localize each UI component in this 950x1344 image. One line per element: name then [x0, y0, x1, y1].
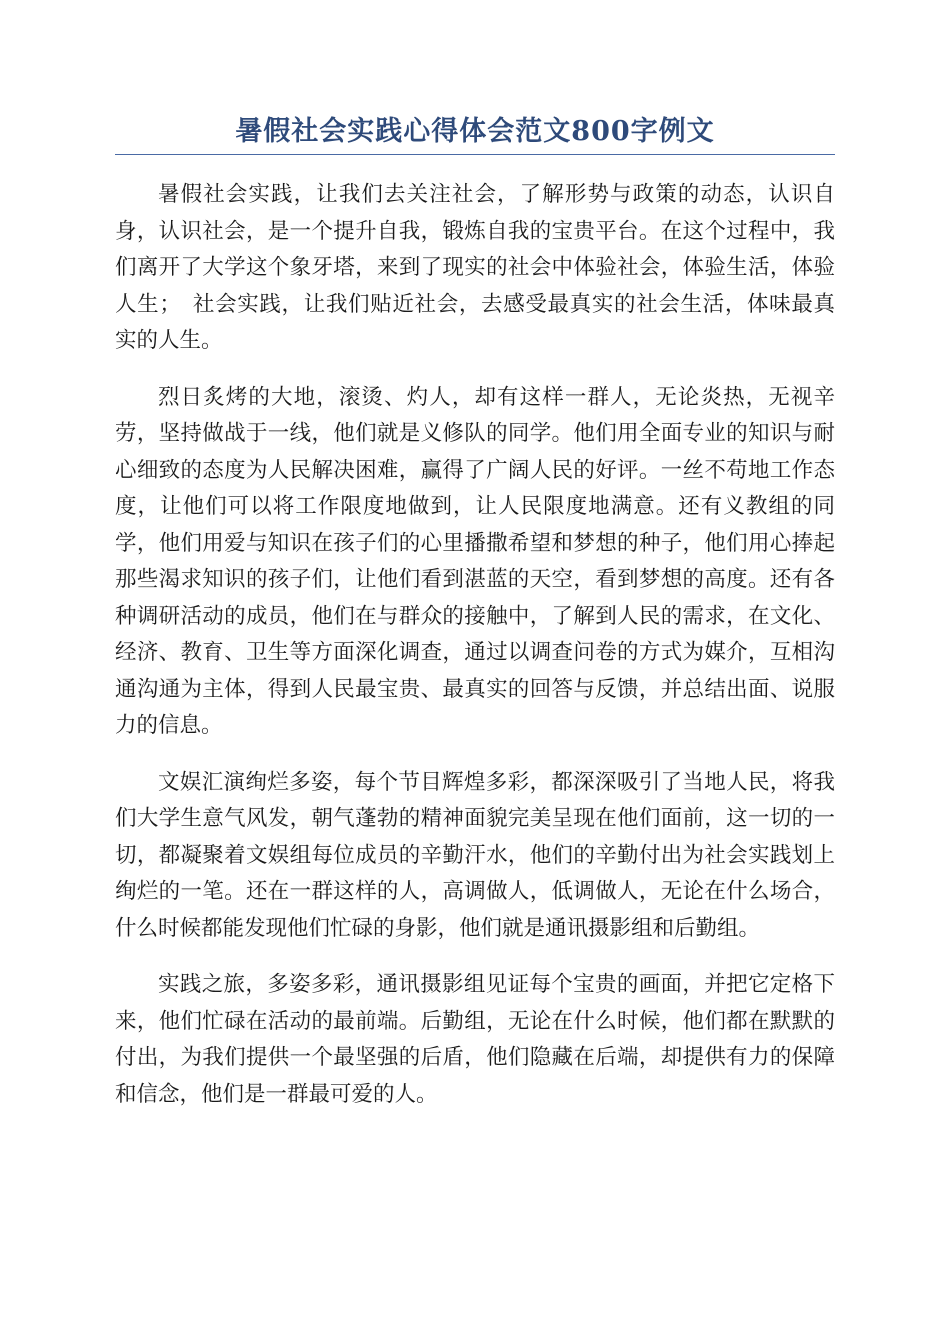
title-underline: [115, 154, 835, 155]
paragraph-3: 文娱汇演绚烂多姿，每个节目辉煌多彩，都深深吸引了当地人民，将我们大学生意气风发，朝气蓬勃的精神面貌完美呈现在他们面前，这一切的一切，都凝聚着文娱组每位成员的辛勤汗水，他们的辛勤付出为社会实践划上绚烂的一笔。还在一群这样的人，高调做人，低调做人，无论在什么场合，什么时候都能发现他们忙碌的身影，他们就是通讯摄影组和后勤组。: [115, 769, 835, 941]
paragraph-4: 实践之旅，多姿多彩，通讯摄影组见证每个宝贵的画面，并把它定格下来，他们忙碌在活动的最前端。后勤组，无论在什么时候，他们都在默默的付出，为我们提供一个最坚强的后盾，他们隐藏在后端，却提供有力的保障和信念，他们是一群最可爱的人。: [115, 972, 835, 1107]
document-title: 暑假社会实践心得体会范文800字例文: [235, 116, 715, 147]
paragraph-1: 暑假社会实践，让我们去关注社会，了解形势与政策的动态，认识自身，认识社会，是一个提升自我，锻炼自我的宝贵平台。在这个过程中，我们离开了大学这个象牙塔，来到了现实的社会中体验社会，体验生活，体验人生； 社会实践，让我们贴近社会，去感受最真实的社会生活，体味最真实的人生。: [115, 182, 835, 353]
paragraph-2: 烈日炙烤的大地，滚烫、灼人，却有这样一群人，无论炎热，无视辛劳，坚持做战于一线，他们就是义修队的同学。他们用全面专业的知识与耐心细致的态度为人民解决困难，赢得了广阔人民的好评。一丝不苟地工作态度，让他们可以将工作限度地做到，让人民限度地满意。还有义教组的同学，他们用爱与知识在孩子们的心里播撒希望和梦想的种子，他们用心捧起那些渴求知识的孩子们，让他们看到湛蓝的天空，看到梦想的高度。还有各种调研活动的成员，他们在与群众的接触中，了解到人民的需求，在文化、经济、教育、卫生等方面深化调查，通过以调查问卷的方式为媒介，互相沟通沟通为主体，得到人民最宝贵、最真实的回答与反馈，并总结出面、说服力的信息。: [115, 384, 835, 738]
document-page: [115, 110, 835, 1133]
